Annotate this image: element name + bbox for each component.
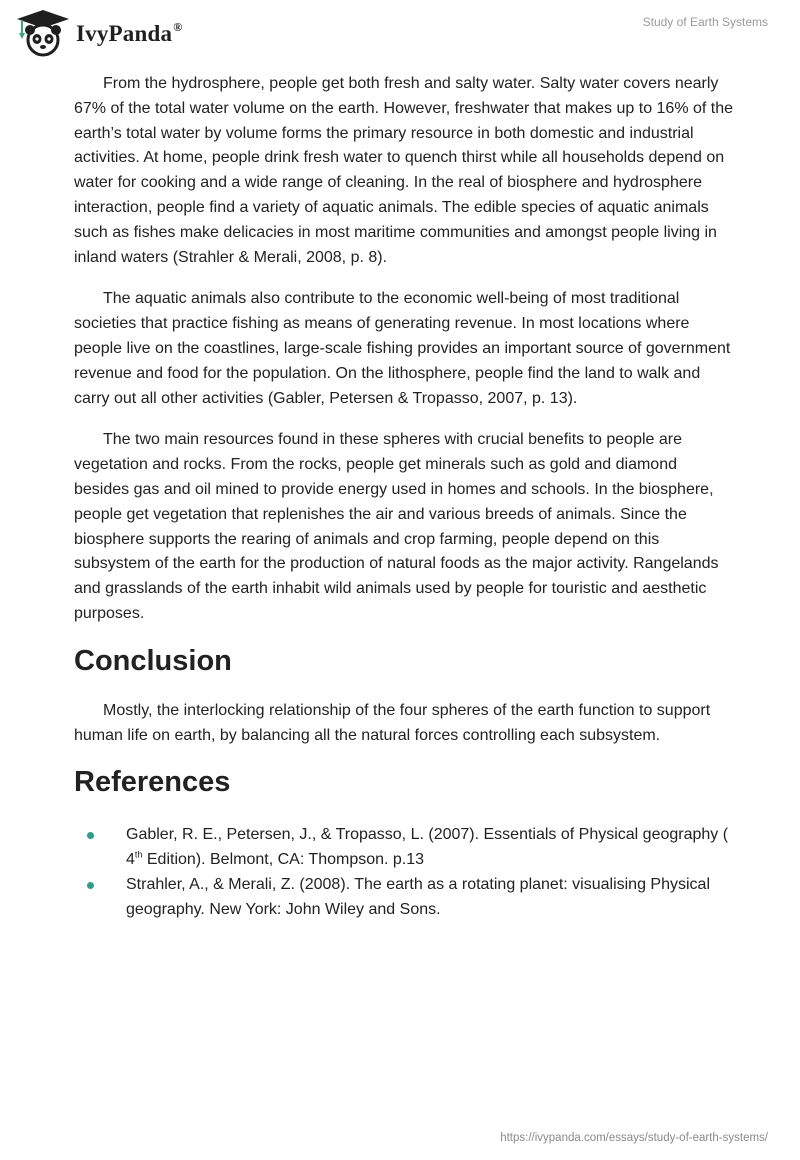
logo-text: IvyPanda® <box>76 20 183 46</box>
page-header <box>0 0 800 60</box>
references-heading: References <box>74 766 231 799</box>
document-title: Study of Earth Systems <box>642 15 768 29</box>
reference-item <box>74 823 734 873</box>
registered-mark: ® <box>173 20 183 34</box>
paragraph-conclusion: Mostly, the interlocking relationship of the four spheres of the earth function to support human life on earth, by balancing all the natural forces controlling each subsystem. <box>74 701 711 744</box>
conclusion-heading: Conclusion <box>74 644 232 677</box>
ivypanda-logo[interactable] <box>14 8 182 58</box>
bullet-icon <box>87 832 94 839</box>
reference-text-part: Edition). Belmont, CA: Thompson. p.13 <box>142 851 425 869</box>
reference-text: Strahler, A., & Merali, Z. (2008). The earth as a rotating planet: visualising Physical geography. New York: John Wiley and Sons. <box>126 875 710 918</box>
bullet-icon <box>87 882 94 889</box>
paragraph-aquatic-animals: The aquatic animals also contribute to the economic well-being of most traditional societies that practice fishing as means of generating revenue. In most locations where people live on the coastlines, large-scale fishing provides an important source of government revenue and food for the population. On the lithosphere, people find the land to walk and carry out all other activities (Gabler, Petersen & Tropasso, 2007, p. 13). <box>74 290 731 407</box>
panda-graduate-logo-icon <box>14 8 72 58</box>
reference-superscript: th <box>134 849 143 860</box>
paragraph-resources: The two main resources found in these spheres with crucial benefits to people are vegetation and rocks. From the rocks, people get minerals such as gold and diamond besides gas and oil mined to provide energy used in homes and schools. In the biosphere, people get vegetation that replenishes the air and various breeds of animals. Since the biosphere supports the rearing of animals and crop farming, people depend on this subsystem of the earth for the production of natural foods as the major activity. Rangelands and grasslands of the earth inhabit wild animals used by people for touristic and aesthetic purposes. <box>74 431 719 622</box>
paragraph-hydrosphere: From the hydrosphere, people get both fresh and salty water. Salty water covers nearly 67% of the total water volume on the earth. However, freshwater that makes up to 16% of the earth’s total water by volume forms the primary resource in both domestic and industrial activities. At home, people drink fresh water to quench thirst while all households depend on water for cooking and a wide range of cleaning. In the real of biosphere and hydrosphere interaction, people find a variety of aquatic animals. The edible species of aquatic animals such as fishes make delicacies in most maritime communities and amongst people living in inland waters (Strahler & Merali, 2008, p. 8). <box>74 75 734 266</box>
source-url[interactable]: https://ivypanda.com/essays/study-of-earth-systems/ <box>500 1132 768 1144</box>
essay-content <box>74 72 734 923</box>
references-list <box>74 823 734 922</box>
reference-item <box>74 873 734 923</box>
reference-text-part: Gabler, R. E., Petersen, J., & Tropasso, L. (2007). Essentials of Physical geography ( 4 <box>126 826 729 869</box>
